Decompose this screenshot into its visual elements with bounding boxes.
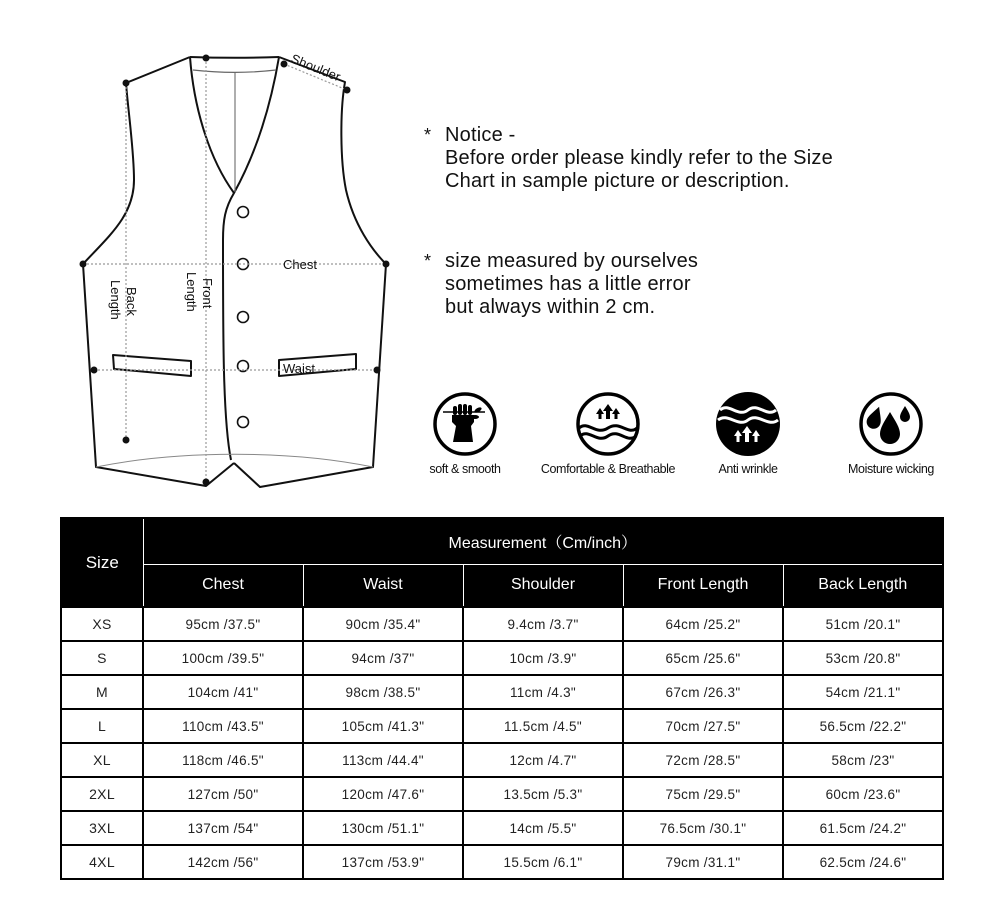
shoulder-cell: 11cm /4.3" [463, 675, 623, 709]
size-cell: 4XL [61, 845, 143, 879]
waist-cell: 130cm /51.1" [303, 811, 463, 845]
notice-block [424, 124, 833, 193]
shoulder-cell: 14cm /5.5" [463, 811, 623, 845]
back-length-cell: 56.5cm /22.2" [783, 709, 943, 743]
waist-cell: 90cm /35.4" [303, 607, 463, 641]
notice-text-line: Before order please kindly refer to the Size [445, 147, 833, 169]
back-length-cell: 54cm /21.1" [783, 675, 943, 709]
front-length-cell: 64cm /25.2" [623, 607, 783, 641]
shoulder-cell: 13.5cm /5.3" [463, 777, 623, 811]
note-text-line: size measured by ourselves [445, 250, 699, 272]
size-cell: L [61, 709, 143, 743]
shoulder-cell: 12cm /4.7" [463, 743, 623, 777]
chest-cell: 110cm /43.5" [143, 709, 303, 743]
size-cell: XL [61, 743, 143, 777]
shoulder-cell: 9.4cm /3.7" [463, 607, 623, 641]
feature-label: Anti wrinkle [718, 462, 778, 476]
chest-cell: 118cm /46.5" [143, 743, 303, 777]
label-front-length-1: Front [200, 278, 215, 309]
bullet-asterisk: * [424, 125, 432, 145]
shoulder-cell: 15.5cm /6.1" [463, 845, 623, 879]
back-length-cell: 53cm /20.8" [783, 641, 943, 675]
table-row [61, 743, 943, 777]
waist-cell: 98cm /38.5" [303, 675, 463, 709]
back-length-cell: 62.5cm /24.6" [783, 845, 943, 879]
column-header-back-length: Back Length [783, 564, 943, 607]
back-length-cell: 58cm /23" [783, 743, 943, 777]
feature-label: Comfortable & Breathable [540, 462, 676, 476]
chest-cell: 137cm /54" [143, 811, 303, 845]
feature-breathable [528, 390, 688, 476]
front-length-cell: 75cm /29.5" [623, 777, 783, 811]
label-front-length-2: Length [184, 272, 199, 312]
back-length-cell: 61.5cm /24.2" [783, 811, 943, 845]
notice-text-line: Chart in sample picture or description. [445, 170, 790, 192]
size-cell: M [61, 675, 143, 709]
notice-title: Notice - [445, 124, 516, 146]
label-chest: Chest [283, 257, 317, 272]
front-length-cell: 70cm /27.5" [623, 709, 783, 743]
feature-label: Moisture wicking [848, 462, 934, 476]
label-back-length-1: Back [124, 287, 139, 316]
table-row [61, 675, 943, 709]
chest-cell: 100cm /39.5" [143, 641, 303, 675]
note-text-line: sometimes has a little error [445, 273, 691, 295]
label-shoulder: Shoulder [288, 50, 343, 85]
front-length-cell: 65cm /25.6" [623, 641, 783, 675]
water-drops-icon [857, 390, 925, 458]
size-column-header: Size [61, 518, 143, 607]
column-header-front-length: Front Length [623, 564, 783, 607]
measurement-error-note [424, 250, 698, 319]
chest-cell: 95cm /37.5" [143, 607, 303, 641]
size-cell: XS [61, 607, 143, 641]
waist-cell: 113cm /44.4" [303, 743, 463, 777]
back-length-cell: 60cm /23.6" [783, 777, 943, 811]
waist-cell: 94cm /37" [303, 641, 463, 675]
front-length-cell: 67cm /26.3" [623, 675, 783, 709]
bullet-asterisk: * [424, 251, 432, 271]
shoulder-cell: 10cm /3.9" [463, 641, 623, 675]
vest-measurement-diagram [60, 40, 400, 500]
size-cell: 3XL [61, 811, 143, 845]
table-row [61, 777, 943, 811]
chest-cell: 104cm /41" [143, 675, 303, 709]
measurement-header: Measurement（Cm/inch） [143, 518, 943, 564]
front-length-cell: 76.5cm /30.1" [623, 811, 783, 845]
label-waist: Waist [283, 361, 316, 376]
feature-anti-wrinkle [698, 390, 798, 476]
hand-holding-leaf-icon [431, 390, 499, 458]
front-length-cell: 79cm /31.1" [623, 845, 783, 879]
shoulder-cell: 11.5cm /4.5" [463, 709, 623, 743]
size-cell: S [61, 641, 143, 675]
table-row [61, 709, 943, 743]
anti-wrinkle-icon [714, 390, 782, 458]
table-row [61, 607, 943, 641]
table-row [61, 845, 943, 879]
column-header-chest: Chest [143, 564, 303, 607]
feature-soft-smooth [412, 390, 518, 476]
breathable-waves-arrows-icon [574, 390, 642, 458]
waist-cell: 120cm /47.6" [303, 777, 463, 811]
feature-label: soft & smooth [429, 462, 501, 476]
front-length-cell: 72cm /28.5" [623, 743, 783, 777]
size-chart-table [60, 517, 944, 880]
label-back-length-2: Length [108, 280, 123, 320]
chest-cell: 127cm /50" [143, 777, 303, 811]
waist-cell: 137cm /53.9" [303, 845, 463, 879]
back-length-cell: 51cm /20.1" [783, 607, 943, 641]
waist-cell: 105cm /41.3" [303, 709, 463, 743]
column-header-waist: Waist [303, 564, 463, 607]
chest-cell: 142cm /56" [143, 845, 303, 879]
column-header-shoulder: Shoulder [463, 564, 623, 607]
table-row [61, 811, 943, 845]
note-text-line: but always within 2 cm. [445, 296, 656, 318]
feature-moisture-wicking [836, 390, 946, 476]
size-cell: 2XL [61, 777, 143, 811]
table-row [61, 641, 943, 675]
